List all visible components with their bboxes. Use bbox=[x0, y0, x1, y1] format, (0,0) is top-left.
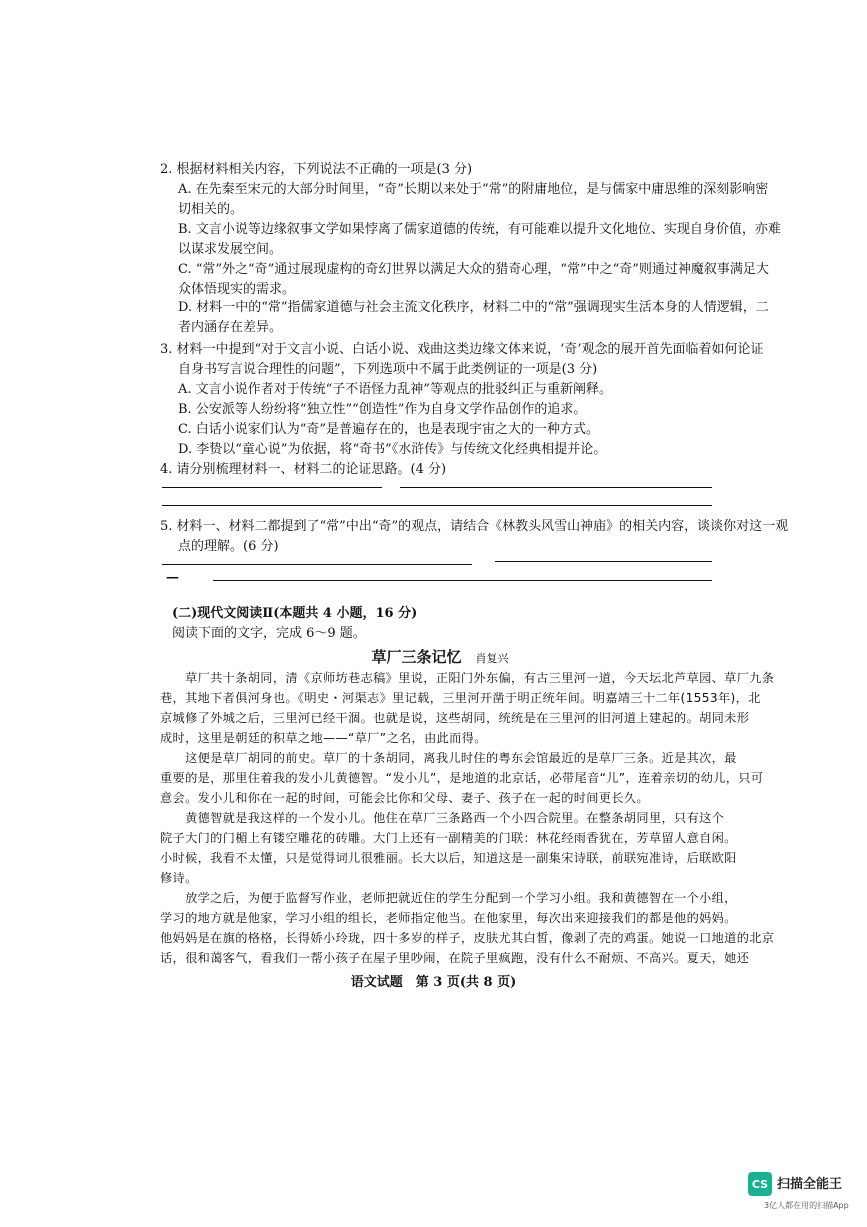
question-5-stem-cont: 点的理解。(6 分) bbox=[178, 539, 279, 554]
article-line: 学习的地方就是他家，学习小组的组长，老师指定他当。在他家里，每次出来迎接我们的都是他的妈妈。 bbox=[160, 911, 737, 925]
question-2-option-a: A. 在先秦至宋元的大部分时间里，“奇”长期以来处于“常”的附庸地位，是与儒家中庸思维的深刻影响密 bbox=[178, 182, 769, 197]
article-line: 修诗。 bbox=[160, 871, 198, 885]
article-line: 放学之后，为便于监督写作业，老师把就近住的学生分配到一个学习小组。我和黄德智在一个小组， bbox=[160, 891, 737, 905]
answer-line bbox=[162, 505, 712, 506]
article-line: 话，很和蔼客气，看我们一帮小孩子在屋子里吵闹，在院子里疯跑，没有什么不耐烦、不高兴。夏天，她还 bbox=[160, 951, 750, 965]
article-line: 京城修了外城之后，三里河已经干涸。也就是说，这些胡同，统统是在三里河的旧河道上建起的。胡同未形 bbox=[160, 711, 750, 725]
camscanner-name: 扫描全能王 bbox=[777, 1177, 843, 1192]
answer-line bbox=[400, 487, 712, 488]
question-3-option-a: A. 文言小说作者对于传统“子不语怪力乱神”等观点的批驳纠正与重新阐释。 bbox=[178, 382, 612, 397]
article-title-text: 草厂三条记忆 bbox=[371, 648, 462, 666]
answer-line bbox=[213, 580, 712, 581]
question-2-option-a-cont: 切相关的。 bbox=[178, 202, 244, 217]
article-line: 巷，其地下者俱河身也。《明史・河渠志》里记载，三里河开凿于明正统年间。明嘉靖三十二年(1553年)，北 bbox=[160, 691, 761, 705]
answer-mark: — bbox=[166, 570, 179, 585]
question-2-option-b-cont: 以谋求发展空间。 bbox=[178, 242, 283, 257]
article-line: 草厂共十条胡同，清《京师坊巷志稿》里说，正阳门外东偏，有古三里河一道，今天坛北芦草园、草厂九条 bbox=[160, 671, 775, 685]
question-3-option-b: B. 公安派等人纷纷将“独立性”“创造性”作为自身文学作品创作的追求。 bbox=[178, 402, 587, 417]
section-heading: (二)现代文阅读Ⅱ(本题共 4 小题，16 分) bbox=[172, 606, 418, 621]
article-title bbox=[160, 646, 720, 670]
question-2-stem: 2. 根据材料相关内容，下列说法不正确的一项是(3 分) bbox=[160, 162, 473, 177]
camscanner-logo-icon: CS bbox=[748, 1172, 772, 1196]
article-author: 肖复兴 bbox=[475, 652, 509, 665]
article-line: 小时候，我看不太懂，只是觉得词儿很雅丽。长大以后，知道这是一副集宋诗联，前联宛准诗，后联欧阳 bbox=[160, 851, 737, 865]
question-3-option-c: C. 白话小说家们认为“奇”是普遍存在的，也是表现宇宙之大的一种方式。 bbox=[178, 422, 600, 437]
question-3-stem: 3. 材料一中提到“对于文言小说、白话小说、戏曲这类边缘文体来说，‘奇’观念的展开首先面临着如何论证 bbox=[160, 342, 764, 357]
page-footer: 语文试题 第 3 页(共 8 页) bbox=[350, 975, 517, 990]
answer-line bbox=[162, 487, 382, 488]
question-2-option-d-cont: 者内涵存在差异。 bbox=[178, 320, 283, 335]
question-2-option-c: C. “常”外之“奇”通过展现虚构的奇幻世界以满足大众的猎奇心理，“常”中之“奇”则通过神魔叙事满足大 bbox=[178, 262, 769, 277]
answer-line bbox=[162, 564, 472, 565]
question-5-stem: 5. 材料一、材料二都提到了“常”中出“奇”的观点，请结合《林教头风雪山神庙》的相关内容，谈谈你对这一观 bbox=[160, 519, 789, 534]
question-3-option-d: D. 李贽以“童心说”为依据，将“奇书”《水浒传》与传统文化经典相提并论。 bbox=[178, 442, 607, 457]
question-4-stem: 4. 请分别梳理材料一、材料二的论证思路。(4 分) bbox=[160, 462, 447, 477]
article-line: 他妈妈是在旗的格格，长得娇小玲珑，四十多岁的样子，皮肤尤其白皙，像剥了壳的鸡蛋。她说一口地道的北京 bbox=[160, 931, 775, 945]
article-line: 意会。发小儿和你在一起的时间，可能会比你和父母、妻子、孩子在一起的时间更长久。 bbox=[160, 791, 649, 805]
article-line: 黄德智就是我这样的一个发小儿。他住在草厂三条路西一个小四合院里。在整条胡同里，只有这个 bbox=[160, 811, 725, 825]
article-line: 院子大门的门楣上有镂空雕花的砖雕。大门上还有一副精美的门联：林花经雨香犹在，芳草留人意自闲。 bbox=[160, 831, 737, 845]
article-line: 重要的是，那里住着我的发小儿黄德智。“发小儿”，是地道的北京话，必带尾音“儿”，连着亲切的幼儿，只可 bbox=[160, 771, 764, 785]
answer-line bbox=[495, 561, 712, 562]
question-3-stem-cont: 自身书写言说合理性的问题”，下列选项中不属于此类例证的一项是(3 分) bbox=[178, 362, 598, 377]
camscanner-slogan: 3亿人都在用的扫描App bbox=[764, 1201, 849, 1210]
section-instruction: 阅读下面的文字，完成 6～9 题。 bbox=[172, 626, 366, 641]
article-line: 这便是草厂胡同的前史。草厂的十条胡同，离我儿时住的粤东会馆最近的是草厂三条。近是其次，最 bbox=[160, 751, 737, 765]
question-2-option-d: D. 材料一中的“常”指儒家道德与社会主流文化秩序，材料二中的“常”强调现实生活本身的人情逻辑，二 bbox=[178, 300, 769, 315]
article-line: 成时，这里是朝廷的积草之地——“草厂”之名，由此而得。 bbox=[160, 731, 487, 745]
question-2-option-c-cont: 众体悟现实的需求。 bbox=[178, 282, 296, 297]
question-2-option-b: B. 文言小说等边缘叙事文学如果悖离了儒家道德的传统，有可能难以提升文化地位、实现自身价值，亦难 bbox=[178, 222, 781, 237]
